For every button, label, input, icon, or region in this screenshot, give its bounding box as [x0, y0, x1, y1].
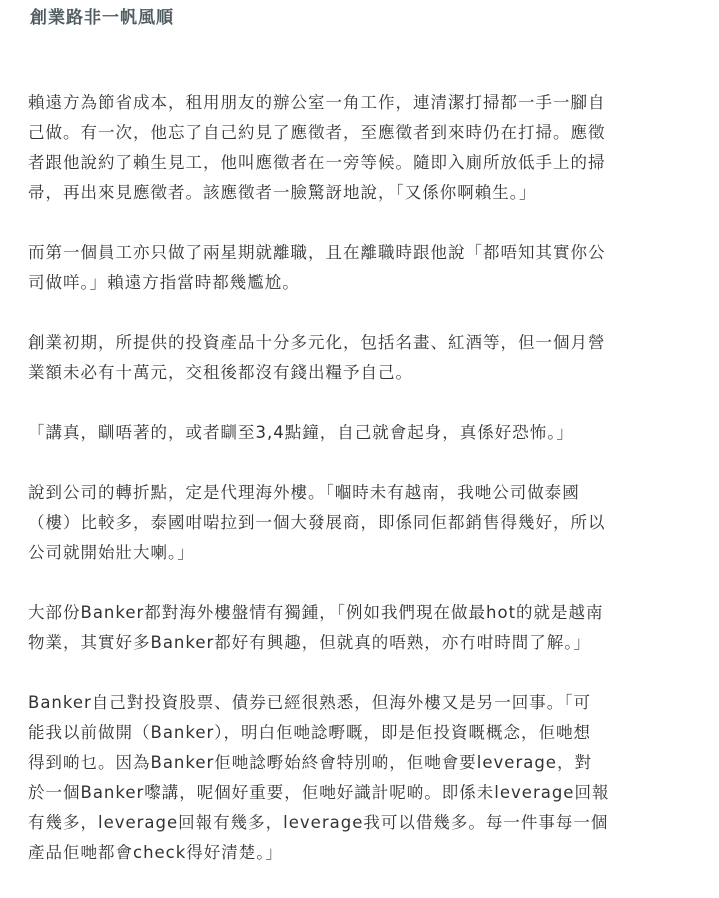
paragraph-line: 帚，再出來見應徵者。該應徵者一臉驚訝地說，「又係你啊賴生。」 [28, 183, 537, 202]
paragraph-line: 公司就開始壯大喇。」 [28, 543, 195, 562]
paragraph-line: 說到公司的轉折點，定是代理海外樓。「嗰時未有越南，我哋公司做泰國 [28, 483, 580, 502]
paragraph-line: 得到啲乜。因為Banker佢哋諗嘢始終會特別啲，佢哋會要leverage，對 [28, 753, 592, 772]
paragraph-line: 大部份Banker都對海外樓盤情有獨鍾，「例如我們現在做最hot的就是越南 [28, 603, 604, 622]
quote-paragraph [28, 418, 640, 448]
paragraph-line: 司做咩。」賴遠方指當時都幾尷尬。 [28, 273, 300, 292]
paragraph-line: 「講真，瞓唔著的，或者瞓至3,4點鐘，自己就會起身，真係好恐怖。」 [28, 423, 574, 442]
paragraph [28, 88, 640, 208]
paragraph-line: 產品佢哋都會check得好清楚。」 [28, 843, 284, 862]
section-heading: 創業路非一帆風順 [30, 8, 174, 28]
paragraph-line: （樓）比較多，泰國咁啱拉到一個大發展商，即係同佢都銷售得幾好，所以 [28, 513, 606, 532]
article-body [28, 88, 640, 898]
paragraph [28, 688, 640, 868]
paragraph [28, 238, 640, 298]
paragraph-line: 己做。有一次，他忘了自己約見了應徵者，至應徵者到來時仍在打掃。應徵 [28, 123, 606, 142]
paragraph-line: 創業初期，所提供的投資產品十分多元化，包括名畫、紅酒等，但一個月營 [28, 333, 606, 352]
paragraph-line: 物業，其實好多Banker都好有興趣，但就真的唔熟，亦冇咁時間了解。」 [28, 633, 592, 652]
paragraph-line: 賴遠方為節省成本，租用朋友的辦公室一角工作，連清潔打掃都一手一腳自 [28, 93, 606, 112]
paragraph [28, 478, 640, 568]
paragraph-line: 者跟他說約了賴生見工，他叫應徵者在一旁等候。隨即入廁所放低手上的掃 [28, 153, 606, 172]
paragraph-line: 業額未必有十萬元，交租後都沒有錢出糧予自己。 [28, 363, 413, 382]
paragraph-line: 而第一個員工亦只做了兩星期就離職，且在離職時跟他說「都唔知其實你公 [28, 243, 606, 262]
paragraph-line: 有幾多，leverage回報有幾多，leverage我可以借幾多。每一件事每一個 [28, 813, 609, 832]
paragraph-line: Banker自己對投資股票、債券已經很熟悉，但海外樓又是另一回事。「可 [28, 693, 592, 712]
paragraph [28, 328, 640, 388]
paragraph [28, 598, 640, 658]
paragraph-line: 能我以前做開（Banker），明白佢哋諗嘢嘅，即是佢投資嘅概念，佢哋想 [28, 723, 592, 742]
paragraph-line: 於一個Banker嚟講，呢個好重要，佢哋好識計呢啲。即係未leverage回報 [28, 783, 610, 802]
